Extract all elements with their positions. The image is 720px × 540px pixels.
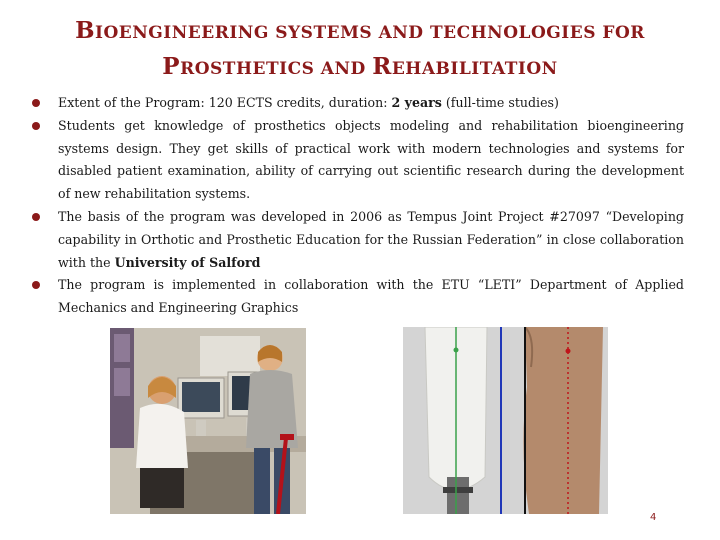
bullet-text: The program is implemented in collaboration with the ETU “LETI” Department of Applied Mechanics and Engineering Graphics: [58, 277, 684, 316]
bullet-item: [32, 206, 684, 274]
title-segment: ROSTHETICS AND: [180, 59, 373, 79]
slide-title: [0, 14, 720, 86]
bullet-text: (full-time studies): [441, 95, 559, 110]
bullet-item: [32, 115, 684, 206]
lab-photo-illustration: [110, 328, 306, 514]
bullet-item: [32, 274, 684, 320]
prosthesis-photo: [403, 327, 608, 514]
bullet-text: Extent of the Program: 120 ECTS credits, duration:: [58, 95, 392, 110]
title-segment: IOENGINEERING SYSTEMS AND TECHNOLOGIES FOR: [95, 23, 645, 43]
bullet-list: [32, 92, 684, 320]
bullet-item: [32, 92, 684, 115]
page-number: 4: [650, 512, 657, 523]
bullet-dot-icon: [32, 213, 40, 221]
bullet-dot-icon: [32, 281, 40, 289]
bullet-text-bold: 2 years: [391, 95, 442, 110]
title-segment: EHABILITATION: [391, 59, 558, 79]
title-segment: R: [372, 53, 392, 80]
title-line-2: [0, 50, 720, 86]
lab-photo: [110, 328, 306, 514]
title-segment: P: [162, 53, 181, 80]
bullet-text-bold: University of Salford: [114, 254, 261, 270]
bullet-dot-icon: [32, 99, 40, 107]
prosthesis-photo-illustration: [403, 327, 608, 514]
bullet-dot-icon: [32, 122, 40, 130]
title-line-1: [0, 14, 720, 50]
title-segment: B: [75, 17, 96, 44]
bullet-text: The basis of the program was developed in 2006 as Tempus Joint Project #27097 “Developing capability in Orthotic and Prosthetic Education for the Russian Federation” in close collaboration with the: [58, 208, 684, 270]
bullet-text: Students get knowledge of prosthetics objects modeling and rehabilitation bioengineering systems design. They get skills of practical work with modern technologies and systems for disabled patient examination, ability of carrying out scientific research during the development of new rehabilitation systems.: [58, 117, 684, 202]
